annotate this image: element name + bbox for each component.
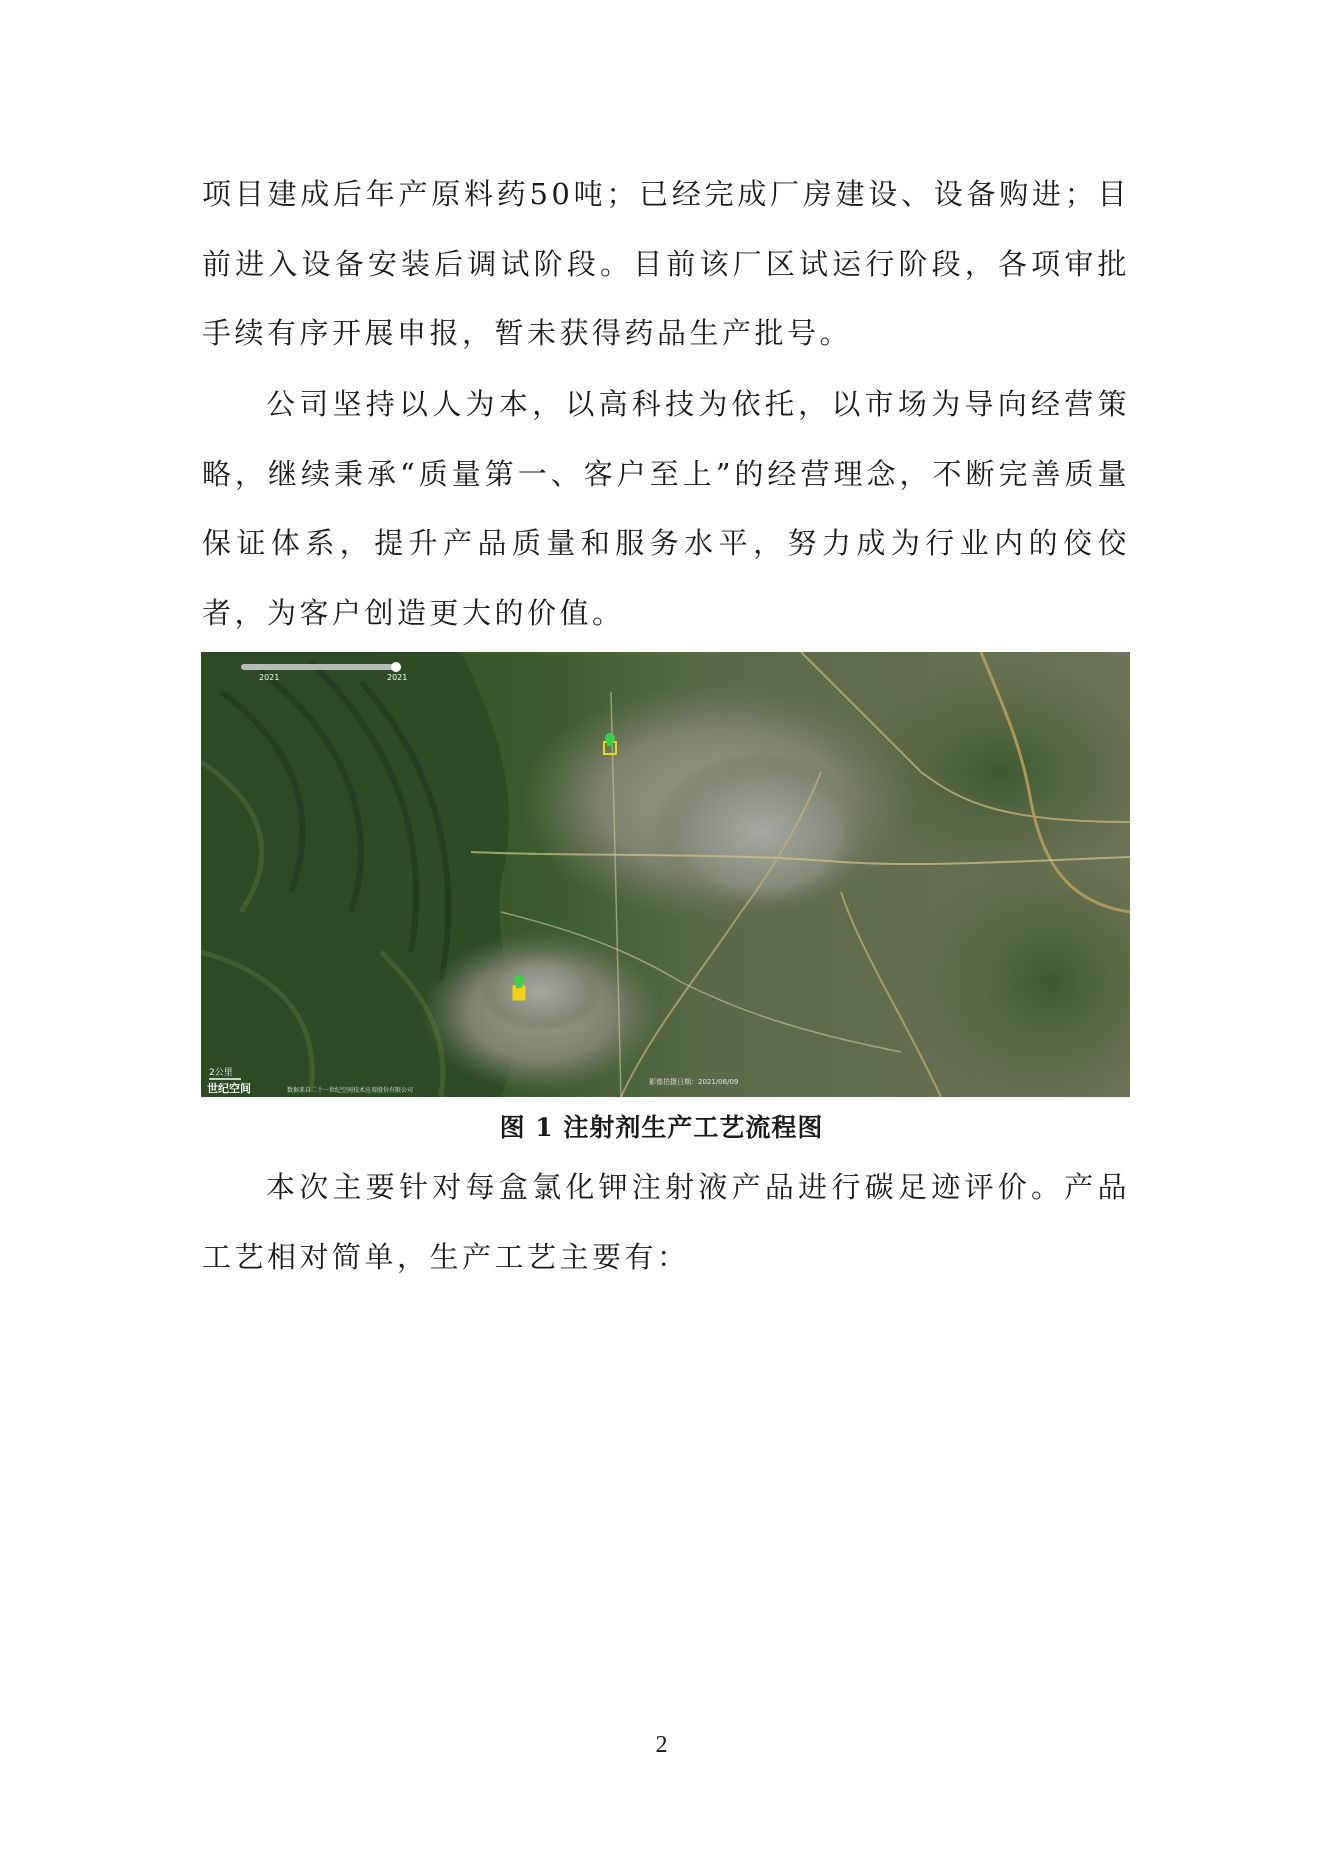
paragraph-project-status	[202, 160, 1130, 369]
paragraph-carbon-footprint	[202, 1153, 1130, 1292]
site-marker-south	[513, 975, 525, 1000]
scale-label: 2公里	[209, 1068, 233, 1078]
paragraph-text: 项目建成后年产原料药50吨；已经完成厂房建设、设备购进；目前进入设备安装后调试阶段。目前该厂区试运行阶段，各项审批手续有序开展申报，暂未获得药品生产批号。	[202, 177, 1130, 350]
paragraph-text: 本次主要针对每盒氯化钾注射液产品进行碳足迹评价。产品工艺相对简单，生产工艺主要有：	[202, 1170, 1130, 1274]
satellite-map-image	[201, 652, 1130, 1097]
copyright-text: 数据来自二十一世纪空间技术应用股份有限公司	[287, 1087, 414, 1094]
timeline-end-label: 2021	[387, 673, 408, 682]
paragraph-company-philosophy	[202, 370, 1130, 648]
figure-caption: 图 1 注射剂生产工艺流程图	[499, 1113, 824, 1142]
brand-logo: 世纪空间	[207, 1082, 251, 1095]
paragraph-text: 公司坚持以人为本，以高科技为依托，以市场为导向经营策略，继续秉承“质量第一、客户至上”的经营理念，不断完善质量保证体系，提升产品质量和服务水平，努力成为行业内的佼佼者，为客户创造更大的价值。	[202, 387, 1130, 630]
timeline-start-label: 2021	[259, 673, 280, 682]
imagery-date: 影像拍摄日期：2021/06/09	[649, 1078, 739, 1086]
satellite-map-figure	[201, 652, 1130, 1097]
page-number: 2	[655, 1732, 668, 1758]
